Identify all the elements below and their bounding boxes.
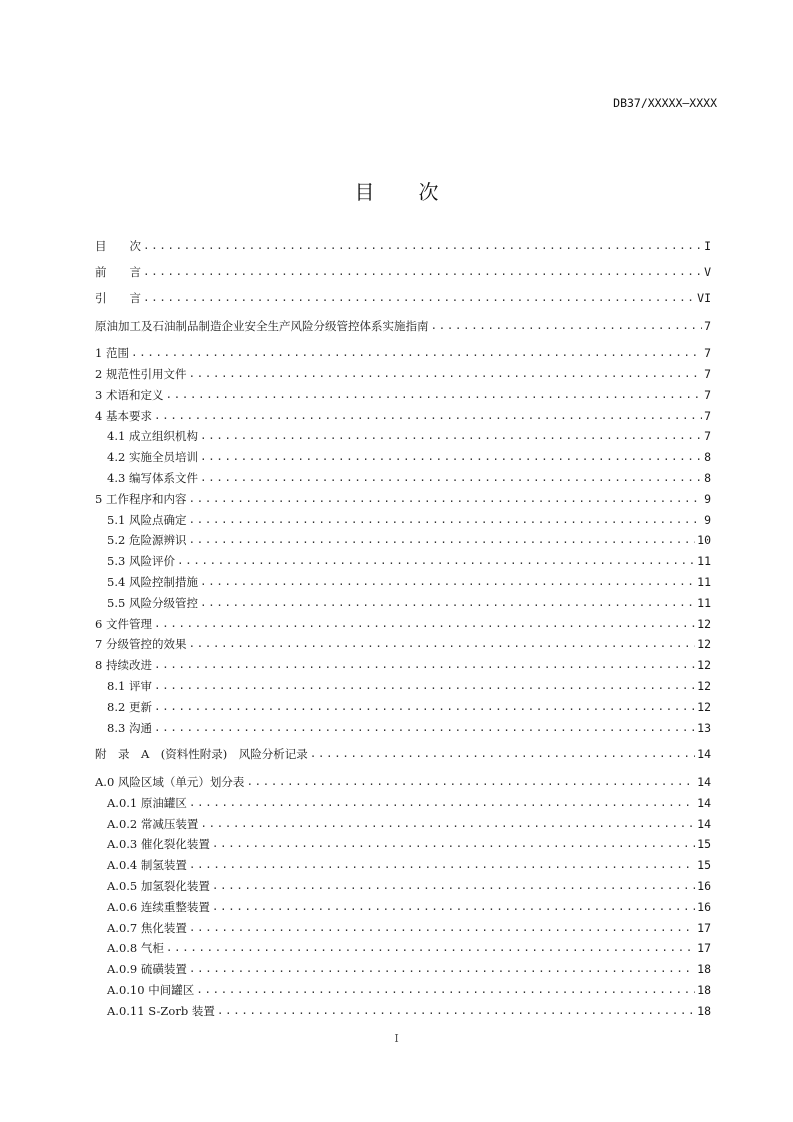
toc-entry[interactable] [95,636,711,652]
toc-entry-label: 前 言 [95,265,141,279]
toc-dot-leader [188,636,695,652]
page-title [0,176,793,205]
toc-dot-leader [165,387,702,403]
toc-dot-leader [166,940,695,956]
toc-dot-leader [212,899,695,915]
toc-entry-label: 2 规范性引用文件 [95,367,187,381]
toc-entry-page-number: 12 [697,617,711,631]
toc-dot-leader [143,264,702,280]
toc-dot-leader [189,961,695,977]
toc-entry-page-number: 14 [697,796,711,810]
toc-dot-leader [131,345,702,361]
toc-entry[interactable] [95,961,711,977]
toc-entry[interactable] [95,387,711,403]
toc-entry-page-number: 15 [697,858,711,872]
toc-dot-leader [143,290,695,306]
toc-dot-leader [154,720,695,736]
toc-dot-leader [177,553,695,569]
toc-dot-leader [189,857,695,873]
toc-dot-leader [200,816,695,832]
toc-entry-label: 5 工作程序和内容 [95,492,187,506]
toc-entry-page-number: 18 [697,1004,711,1018]
page-title-char-1: 目 [354,180,375,204]
toc-entry[interactable] [95,878,711,894]
toc-entry-page-number: 17 [697,941,711,955]
toc-entry-page-number: 9 [704,513,711,527]
toc-entry[interactable] [95,290,711,306]
toc-entry-page-number: 14 [697,775,711,789]
toc-entry-label: 7 分级管控的效果 [95,637,187,651]
toc-entry[interactable] [95,1003,711,1019]
toc-dot-leader [188,512,702,528]
toc-entry-label: 原油加工及石油制品制造企业安全生产风险分级管控体系实施指南 [95,319,429,333]
toc-entry-page-number: 18 [697,962,711,976]
toc-entry[interactable] [95,264,711,280]
toc-entry-page-number: 7 [704,346,711,360]
toc-entry[interactable] [95,553,711,569]
toc-entry-label: 引 言 [95,291,141,305]
toc-entry-label: A.0.3 催化裂化装置 [107,837,210,851]
toc-dot-leader [154,616,695,632]
toc-entry-label: 5.4 风险控制措施 [107,575,198,589]
toc-entry[interactable] [95,720,711,736]
toc-entry-label: 附 录 A (资料性附录) 风险分析记录 [95,747,308,761]
toc-entry[interactable] [95,678,711,694]
toc-entry-page-number: 10 [697,533,711,547]
toc-dot-leader [154,408,702,424]
toc-entry-page-number: 18 [697,983,711,997]
toc-entry[interactable] [95,774,711,790]
toc-entry-page-number: 13 [697,721,711,735]
toc-dot-leader [154,678,695,694]
toc-entry-page-number: 7 [704,429,711,443]
toc-entry-label: 8.3 沟通 [107,721,152,735]
toc-entry-label: 5.3 风险评价 [107,554,175,568]
toc-entry-label: A.0.8 气柜 [107,941,164,955]
page-title-char-2: 次 [418,180,439,204]
toc-entry-page-number: 8 [704,450,711,464]
toc-dot-leader [154,657,695,673]
toc-dot-leader [189,920,695,936]
toc-entry-page-number: 14 [697,747,711,761]
toc-entry-label: A.0 风险区域（单元）划分表 [95,775,245,789]
toc-entry-label: A.0.1 原油罐区 [107,796,187,810]
toc-entry-label: 5.5 风险分级管控 [107,596,198,610]
toc-dot-leader [188,491,702,507]
toc-entry[interactable] [95,574,711,590]
toc-entry[interactable] [95,449,711,465]
toc-entry-page-number: 7 [704,388,711,402]
toc-entry-label: A.0.9 硫磺装置 [107,962,187,976]
toc-entry[interactable] [95,940,711,956]
toc-entry-label: A.0.5 加氢裂化装置 [107,879,210,893]
toc-entry-label: 5.2 危险源辨识 [107,533,187,547]
toc-entry-label: 5.1 风险点确定 [107,513,187,527]
toc-entry-label: A.0.11 S-Zorb 装置 [107,1004,215,1018]
toc-entry-page-number: 11 [697,554,711,568]
toc-entry-page-number: 7 [704,319,711,333]
toc-entry[interactable] [95,366,711,382]
toc-entry[interactable] [95,836,711,852]
toc-entry-page-number: 11 [697,596,711,610]
toc-entry-label: 4.3 编写体系文件 [107,471,198,485]
toc-entry[interactable] [95,920,711,936]
toc-entry[interactable] [95,408,711,424]
toc-entry-label: 6 文件管理 [95,617,152,631]
toc-entry-page-number: 15 [697,837,711,851]
toc-dot-leader [188,532,695,548]
toc-entry-page-number: 16 [697,900,711,914]
toc-entry[interactable] [95,857,711,873]
toc-dot-leader [200,449,702,465]
toc-entry-page-number: 14 [697,817,711,831]
toc-entry-label: A.0.7 焦化装置 [107,921,187,935]
toc-dot-leader [212,836,695,852]
toc-entry-page-number: 7 [704,367,711,381]
toc-entry-label: A.0.2 常减压装置 [107,817,199,831]
toc-entry-page-number: I [704,239,711,253]
toc-entry-label: A.0.6 连续重整装置 [107,900,210,914]
toc-entry[interactable] [95,512,711,528]
toc-entry-page-number: V [704,265,711,279]
toc-dot-leader [196,982,695,998]
toc-entry-label: 8.2 更新 [107,700,152,714]
toc-entry[interactable] [95,816,711,832]
toc-entry[interactable] [95,345,711,361]
toc-entry[interactable] [95,491,711,507]
toc-entry[interactable] [95,795,711,811]
toc-entry[interactable] [95,238,711,254]
toc-entry-page-number: 7 [704,409,711,423]
toc-entry-label: 3 术语和定义 [95,388,164,402]
toc-dot-leader [212,878,695,894]
toc-entry-page-number: 12 [697,700,711,714]
toc-entry-label: A.0.10 中间罐区 [107,983,195,997]
toc-entry-label: 1 范围 [95,346,129,360]
toc-entry-label: 4 基本要求 [95,409,152,423]
toc-dot-leader [188,366,702,382]
toc-entry-page-number: 11 [697,575,711,589]
toc-entry-page-number: 9 [704,492,711,506]
toc-entry-label: 4.2 实施全员培训 [107,450,198,464]
toc-entry-label: A.0.4 制氢装置 [107,858,187,872]
toc-dot-leader [431,318,703,334]
toc-entry-label: 8.1 评审 [107,679,152,693]
toc-entry-page-number: 8 [704,471,711,485]
toc-entry-label: 目 次 [95,239,141,253]
toc-entry-page-number: 16 [697,879,711,893]
toc-dot-leader [200,428,702,444]
toc-dot-leader [154,699,695,715]
toc-dot-leader [143,238,702,254]
toc-entry-label: 4.1 成立组织机构 [107,429,198,443]
toc-entry[interactable] [95,318,711,334]
document-code: DB37/XXXXX—XXXX [613,96,717,110]
toc-entry-page-number: 12 [697,658,711,672]
toc-entry[interactable] [95,746,711,762]
toc-entry[interactable] [95,428,711,444]
toc-dot-leader [189,795,695,811]
toc-entry[interactable] [95,616,711,632]
toc-dot-leader [200,574,695,590]
toc-entry[interactable] [95,699,711,715]
footer-page-number: I [394,1032,399,1045]
toc-dot-leader [310,746,695,762]
toc-entry[interactable] [95,470,711,486]
toc-dot-leader [246,774,695,790]
toc-dot-leader [200,470,702,486]
toc-entry-page-number: 12 [697,679,711,693]
toc-entry[interactable] [95,595,711,611]
toc-entry[interactable] [95,532,711,548]
toc-entry-label: 8 持续改进 [95,658,152,672]
toc-entry[interactable] [95,899,711,915]
toc-dot-leader [217,1003,695,1019]
toc-entry-page-number: VI [697,291,711,305]
toc-dot-leader [200,595,695,611]
toc-entry-page-number: 17 [697,921,711,935]
toc-entry-page-number: 12 [697,637,711,651]
toc-entry[interactable] [95,982,711,998]
toc-entry[interactable] [95,657,711,673]
